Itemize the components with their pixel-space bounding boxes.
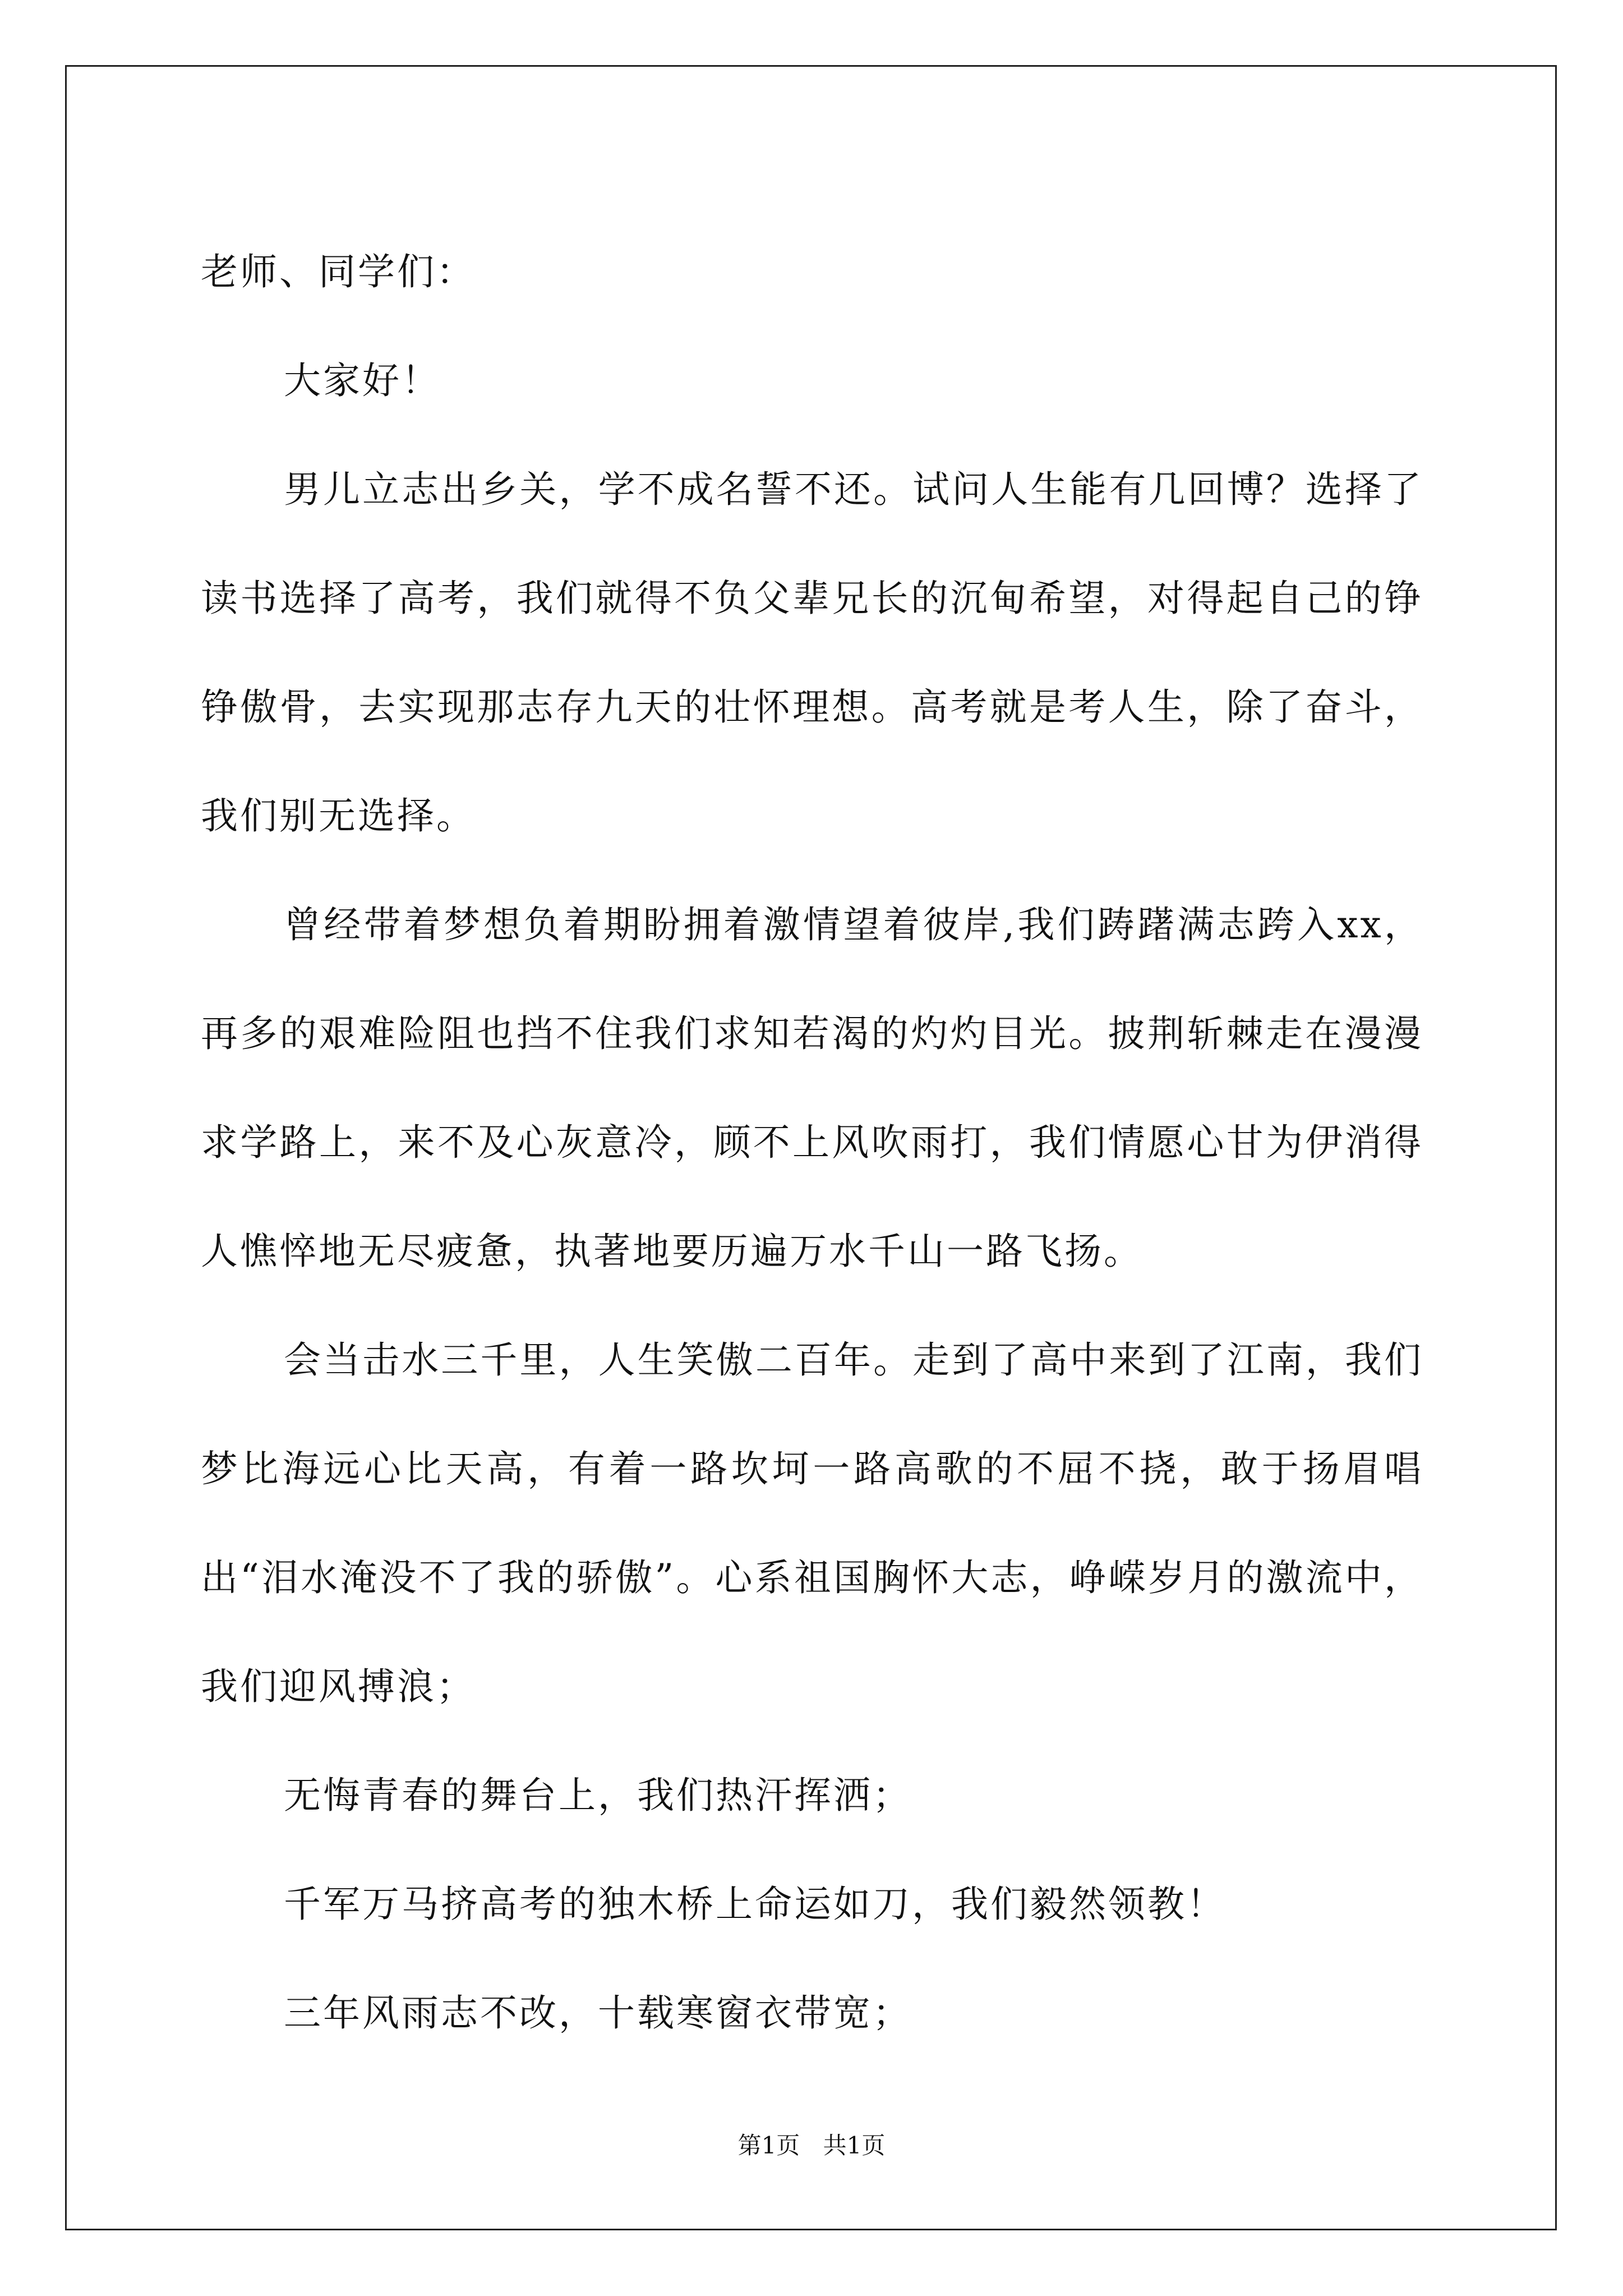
paragraph-7: 三年风雨志不改，十载寒窗衣带宽；: [284, 1991, 912, 2035]
document-body: [201, 218, 1423, 2068]
greeting: 老师、同学们：: [201, 250, 476, 293]
paragraph-6: 千军万马挤高考的独木桥上命运如刀，我们毅然领教！: [284, 1883, 1226, 1926]
paragraph-2: 男儿立志出乡关，学不成名誓不还。试问人生能有几回博？选择了读书选择了高考，我们就得不负父辈兄长的沉甸希望，对得起自己的铮铮傲骨，去实现那志存九天的壮怀理想。高考就是考人生，除了奋斗，我们别无选择。: [201, 468, 1423, 838]
paragraph-3: 曾经带着梦想负着期盼拥着激情望着彼岸,我们踌躇满志跨入xx，再多的艰难险阻也挡不住我们求知若渴的灼灼目光。披荆斩棘走在漫漫求学路上，来不及心灰意冷，顾不上风吹雨打，我们情愿心甘为伊消得人憔悴地无尽疲惫，执著地要历遍万水千山一路飞扬。: [201, 903, 1423, 1273]
paragraph-5: 无悔青春的舞台上，我们热汗挥洒；: [284, 1774, 912, 1817]
paragraph-4: 会当击水三千里，人生笑傲二百年。走到了高中来到了江南，我们梦比海远心比天高，有着一路坎坷一路高歌的不屈不挠，敢于扬眉唱出“泪水淹没不了我的骄傲”。心系祖国胸怀大志，峥嵘岁月的激流中，我们迎风搏浪；: [201, 1338, 1423, 1708]
page-number: 第1页: [737, 2132, 800, 2159]
page-total: 共1页: [823, 2132, 886, 2159]
page-footer: [0, 2129, 1623, 2162]
paragraph-1: 大家好！: [284, 359, 441, 402]
